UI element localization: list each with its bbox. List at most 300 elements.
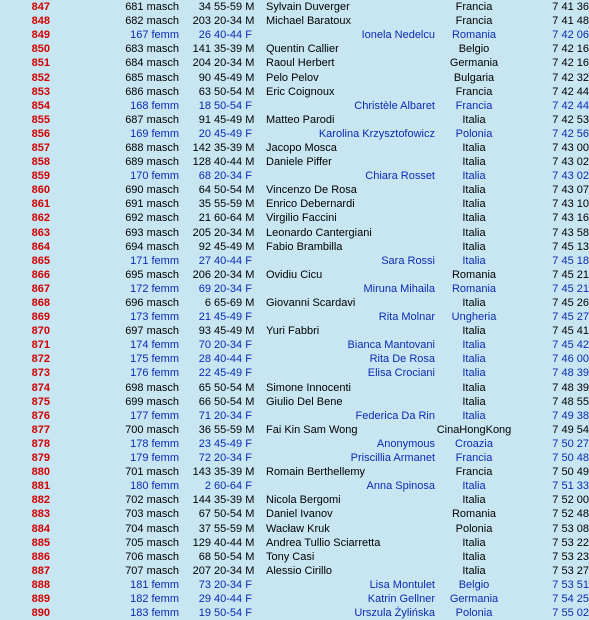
gender-rank-cell: 176 femm	[130, 367, 179, 380]
athlete-name-cell: Andrea Tullio Sciarretta	[266, 536, 381, 549]
time-cell: 7 45 18	[552, 254, 589, 267]
category-cell: 45-49 F	[214, 311, 252, 324]
category-rank-cell: 68	[198, 170, 211, 183]
category-cell: 35-39 M	[214, 43, 255, 56]
country-cell: Germania	[449, 57, 499, 70]
country-cell: Polonia	[455, 127, 493, 140]
time-cell: 7 42 16	[552, 43, 589, 56]
position-cell: 877	[31, 423, 50, 436]
category-rank-cell: 34	[198, 1, 211, 14]
position-cell: 879	[31, 452, 50, 465]
position-cell: 862	[31, 212, 50, 225]
time-cell: 7 43 16	[552, 212, 589, 225]
athlete-name-cell: Daniele Piffer	[266, 156, 332, 169]
position-cell: 887	[31, 564, 50, 577]
gender-rank-cell: 694 masch	[125, 240, 179, 253]
table-row	[0, 70, 589, 84]
gender-rank-cell: 684 masch	[125, 57, 179, 70]
time-cell: 7 48 39	[552, 367, 589, 380]
position-cell: 848	[31, 15, 50, 28]
table-row	[0, 324, 589, 338]
country-cell: Italia	[462, 480, 486, 493]
athlete-name-cell: Wacław Kruk	[266, 522, 330, 535]
gender-rank-cell: 183 femm	[130, 607, 179, 620]
category-rank-cell: 63	[198, 85, 211, 98]
table-row	[0, 338, 589, 352]
position-cell: 871	[31, 339, 50, 352]
time-cell: 7 42 44	[552, 99, 589, 112]
gender-rank-cell: 704 masch	[125, 522, 179, 535]
time-cell: 7 46 00	[552, 353, 589, 366]
category-rank-cell: 20	[198, 127, 211, 140]
position-cell: 855	[31, 113, 50, 126]
time-cell: 7 42 53	[552, 113, 589, 126]
category-cell: 45-49 F	[214, 437, 252, 450]
position-cell: 853	[31, 85, 50, 98]
table-row	[0, 451, 589, 465]
country-cell: Francia	[455, 1, 493, 14]
country-cell: Italia	[462, 409, 486, 422]
athlete-name-cell: Lisa Montulet	[369, 578, 435, 591]
gender-rank-cell: 698 masch	[125, 381, 179, 394]
category-cell: 45-49 F	[214, 367, 252, 380]
category-cell: 55-59 M	[214, 198, 255, 211]
athlete-name-cell: Fabio Brambilla	[266, 240, 343, 253]
category-rank-cell: 19	[198, 607, 211, 620]
position-cell: 863	[31, 226, 50, 239]
category-cell: 50-54 M	[214, 85, 255, 98]
category-cell: 35-39 M	[214, 466, 255, 479]
gender-rank-cell: 702 masch	[125, 494, 179, 507]
table-row	[0, 99, 589, 113]
country-cell: Italia	[462, 339, 486, 352]
position-cell: 866	[31, 268, 50, 281]
athlete-name-cell: Simone Innocenti	[266, 381, 351, 394]
position-cell: 888	[31, 578, 50, 591]
table-row	[0, 42, 589, 56]
time-cell: 7 51 33	[552, 480, 589, 493]
category-cell: 60-64 M	[214, 212, 255, 225]
country-cell: Italia	[462, 564, 486, 577]
category-rank-cell: 18	[198, 99, 211, 112]
table-row	[0, 564, 589, 578]
time-cell: 7 53 51	[552, 578, 589, 591]
time-cell: 7 43 07	[552, 184, 589, 197]
gender-rank-cell: 174 femm	[130, 339, 179, 352]
category-rank-cell: 207	[192, 564, 211, 577]
table-row	[0, 169, 589, 183]
category-rank-cell: 203	[192, 15, 211, 28]
category-cell: 35-39 M	[214, 494, 255, 507]
gender-rank-cell: 181 femm	[130, 578, 179, 591]
country-cell: CinaHongKong	[436, 423, 512, 436]
time-cell: 7 49 54	[552, 423, 589, 436]
position-cell: 849	[31, 29, 50, 42]
category-cell: 45-49 M	[214, 113, 255, 126]
position-cell: 864	[31, 240, 50, 253]
position-cell: 865	[31, 254, 50, 267]
table-row	[0, 254, 589, 268]
category-cell: 50-54 M	[214, 395, 255, 408]
position-cell: 851	[31, 57, 50, 70]
position-cell: 889	[31, 592, 50, 605]
category-cell: 20-34 M	[214, 57, 255, 70]
category-cell: 20-34 F	[214, 170, 252, 183]
time-cell: 7 50 48	[552, 452, 589, 465]
position-cell: 852	[31, 71, 50, 84]
time-cell: 7 52 48	[552, 508, 589, 521]
gender-rank-cell: 182 femm	[130, 592, 179, 605]
position-cell: 875	[31, 395, 50, 408]
category-cell: 20-34 M	[214, 564, 255, 577]
category-cell: 20-34 M	[214, 268, 255, 281]
position-cell: 880	[31, 466, 50, 479]
gender-rank-cell: 701 masch	[125, 466, 179, 479]
category-cell: 20-34 F	[214, 409, 252, 422]
athlete-name-cell: Matteo Parodi	[266, 113, 335, 126]
position-cell: 858	[31, 156, 50, 169]
category-rank-cell: 64	[198, 184, 211, 197]
athlete-name-cell: Virgilio Faccini	[266, 212, 337, 225]
athlete-name-cell: Daniel Ivanov	[266, 508, 333, 521]
time-cell: 7 43 02	[552, 170, 589, 183]
country-cell: Belgio	[458, 43, 490, 56]
category-cell: 35-39 M	[214, 141, 255, 154]
gender-rank-cell: 685 masch	[125, 71, 179, 84]
athlete-name-cell: Sylvain Duverger	[266, 1, 350, 14]
country-cell: Germania	[449, 592, 499, 605]
category-rank-cell: 142	[192, 141, 211, 154]
gender-rank-cell: 172 femm	[130, 282, 179, 295]
table-row	[0, 507, 589, 521]
table-row	[0, 127, 589, 141]
table-row	[0, 550, 589, 564]
country-cell: Italia	[462, 536, 486, 549]
athlete-name-cell: Christèle Albaret	[354, 99, 435, 112]
table-row	[0, 0, 589, 14]
gender-rank-cell: 178 femm	[130, 437, 179, 450]
category-cell: 50-54 M	[214, 550, 255, 563]
athlete-name-cell: Michael Baratoux	[266, 15, 351, 28]
time-cell: 7 45 42	[552, 339, 589, 352]
position-cell: 885	[31, 536, 50, 549]
time-cell: 7 50 49	[552, 466, 589, 479]
gender-rank-cell: 697 masch	[125, 325, 179, 338]
position-cell: 882	[31, 494, 50, 507]
category-rank-cell: 21	[198, 311, 211, 324]
country-cell: Ungheria	[451, 311, 497, 324]
gender-rank-cell: 175 femm	[130, 353, 179, 366]
position-cell: 884	[31, 522, 50, 535]
table-row	[0, 56, 589, 70]
category-cell: 20-34 M	[214, 226, 255, 239]
country-cell: Italia	[462, 212, 486, 225]
gender-rank-cell: 695 masch	[125, 268, 179, 281]
category-rank-cell: 92	[198, 240, 211, 253]
position-cell: 870	[31, 325, 50, 338]
gender-rank-cell: 170 femm	[130, 170, 179, 183]
time-cell: 7 54 25	[552, 592, 589, 605]
category-rank-cell: 66	[198, 395, 211, 408]
country-cell: Francia	[455, 99, 493, 112]
athlete-name-cell: Rita Molnar	[378, 311, 435, 324]
category-cell: 55-59 M	[214, 1, 255, 14]
time-cell: 7 43 02	[552, 156, 589, 169]
country-cell: Italia	[462, 184, 486, 197]
position-cell: 881	[31, 480, 50, 493]
time-cell: 7 52 00	[552, 494, 589, 507]
table-row	[0, 14, 589, 28]
time-cell: 7 53 22	[552, 536, 589, 549]
table-row	[0, 113, 589, 127]
gender-rank-cell: 693 masch	[125, 226, 179, 239]
table-row	[0, 85, 589, 99]
athlete-name-cell: Federica Da Rin	[355, 409, 435, 422]
position-cell: 861	[31, 198, 50, 211]
table-row	[0, 578, 589, 592]
position-cell: 857	[31, 141, 50, 154]
category-rank-cell: 72	[198, 452, 211, 465]
time-cell: 7 43 10	[552, 198, 589, 211]
category-cell: 20-34 F	[214, 578, 252, 591]
category-rank-cell: 67	[198, 508, 211, 521]
time-cell: 7 42 32	[552, 71, 589, 84]
table-row	[0, 240, 589, 254]
athlete-name-cell: Alessio Cirillo	[266, 564, 333, 577]
category-cell: 20-34 F	[214, 282, 252, 295]
athlete-name-cell: Pelo Pelov	[266, 71, 319, 84]
athlete-name-cell: Quentin Callier	[266, 43, 339, 56]
time-cell: 7 43 00	[552, 141, 589, 154]
country-cell: Croazia	[455, 437, 493, 450]
table-row	[0, 423, 589, 437]
category-rank-cell: 73	[198, 578, 211, 591]
table-row	[0, 395, 589, 409]
table-row	[0, 310, 589, 324]
athlete-name-cell: Anonymous	[376, 437, 435, 450]
athlete-name-cell: Bianca Mantovani	[347, 339, 435, 352]
category-rank-cell: 91	[198, 113, 211, 126]
gender-rank-cell: 692 masch	[125, 212, 179, 225]
country-cell: Italia	[462, 170, 486, 183]
category-rank-cell: 70	[198, 339, 211, 352]
athlete-name-cell: Priscillia Armanet	[350, 452, 435, 465]
gender-rank-cell: 691 masch	[125, 198, 179, 211]
gender-rank-cell: 688 masch	[125, 141, 179, 154]
category-cell: 50-54 F	[214, 99, 252, 112]
table-row	[0, 141, 589, 155]
category-rank-cell: 204	[192, 57, 211, 70]
category-rank-cell: 28	[198, 353, 211, 366]
athlete-name-cell: Chiara Rosset	[365, 170, 435, 183]
table-row	[0, 211, 589, 225]
athlete-name-cell: Rita De Rosa	[369, 353, 435, 366]
category-rank-cell: 69	[198, 282, 211, 295]
gender-rank-cell: 707 masch	[125, 564, 179, 577]
time-cell: 7 53 08	[552, 522, 589, 535]
category-rank-cell: 2	[204, 480, 211, 493]
table-row	[0, 409, 589, 423]
gender-rank-cell: 687 masch	[125, 113, 179, 126]
position-cell: 847	[31, 1, 50, 14]
category-rank-cell: 23	[198, 437, 211, 450]
category-cell: 50-54 M	[214, 508, 255, 521]
time-cell: 7 42 16	[552, 57, 589, 70]
position-cell: 883	[31, 508, 50, 521]
position-cell: 874	[31, 381, 50, 394]
category-cell: 20-34 M	[214, 15, 255, 28]
country-cell: Italia	[462, 494, 486, 507]
category-cell: 45-49 M	[214, 325, 255, 338]
position-cell: 873	[31, 367, 50, 380]
gender-rank-cell: 703 masch	[125, 508, 179, 521]
country-cell: Italia	[462, 240, 486, 253]
category-cell: 20-34 F	[214, 339, 252, 352]
time-cell: 7 48 39	[552, 381, 589, 394]
time-cell: 7 45 21	[552, 282, 589, 295]
table-row	[0, 197, 589, 211]
category-rank-cell: 37	[198, 522, 211, 535]
table-row	[0, 296, 589, 310]
category-rank-cell: 21	[198, 212, 211, 225]
country-cell: Romania	[451, 29, 497, 42]
category-rank-cell: 128	[192, 156, 211, 169]
position-cell: 872	[31, 353, 50, 366]
country-cell: Francia	[455, 85, 493, 98]
table-row	[0, 536, 589, 550]
time-cell: 7 43 58	[552, 226, 589, 239]
category-rank-cell: 6	[204, 297, 211, 310]
table-row	[0, 381, 589, 395]
position-cell: 867	[31, 282, 50, 295]
country-cell: Italia	[462, 113, 486, 126]
position-cell: 859	[31, 170, 50, 183]
country-cell: Italia	[462, 156, 486, 169]
gender-rank-cell: 681 masch	[125, 1, 179, 14]
country-cell: Polonia	[455, 607, 493, 620]
position-cell: 860	[31, 184, 50, 197]
position-cell: 868	[31, 297, 50, 310]
time-cell: 7 53 27	[552, 564, 589, 577]
country-cell: Italia	[462, 325, 486, 338]
position-cell: 878	[31, 437, 50, 450]
time-cell: 7 45 21	[552, 268, 589, 281]
gender-rank-cell: 706 masch	[125, 550, 179, 563]
gender-rank-cell: 167 femm	[130, 29, 179, 42]
category-cell: 50-54 M	[214, 184, 255, 197]
athlete-name-cell: Sara Rossi	[381, 254, 435, 267]
table-row	[0, 606, 589, 620]
category-rank-cell: 26	[198, 29, 211, 42]
category-cell: 45-49 M	[214, 71, 255, 84]
time-cell: 7 55 02	[552, 607, 589, 620]
category-cell: 50-54 F	[214, 607, 252, 620]
country-cell: Polonia	[455, 522, 493, 535]
category-cell: 20-34 F	[214, 452, 252, 465]
category-rank-cell: 144	[192, 494, 211, 507]
category-rank-cell: 29	[198, 592, 211, 605]
time-cell: 7 45 41	[552, 325, 589, 338]
table-row	[0, 282, 589, 296]
category-cell: 40-44 F	[214, 353, 252, 366]
gender-rank-cell: 690 masch	[125, 184, 179, 197]
country-cell: Italia	[462, 381, 486, 394]
category-rank-cell: 93	[198, 325, 211, 338]
gender-rank-cell: 171 femm	[130, 254, 179, 267]
table-row	[0, 226, 589, 240]
time-cell: 7 49 38	[552, 409, 589, 422]
table-row	[0, 268, 589, 282]
category-cell: 60-64 F	[214, 480, 252, 493]
country-cell: Romania	[451, 508, 497, 521]
table-row	[0, 437, 589, 451]
gender-rank-cell: 177 femm	[130, 409, 179, 422]
position-cell: 869	[31, 311, 50, 324]
country-cell: Francia	[455, 452, 493, 465]
category-rank-cell: 206	[192, 268, 211, 281]
category-cell: 40-44 M	[214, 156, 255, 169]
category-cell: 65-69 M	[214, 297, 255, 310]
table-row	[0, 155, 589, 169]
athlete-name-cell: Yuri Fabbri	[266, 325, 320, 338]
gender-rank-cell: 168 femm	[130, 99, 179, 112]
country-cell: Francia	[455, 466, 493, 479]
country-cell: Bulgaria	[453, 71, 495, 84]
time-cell: 7 42 56	[552, 127, 589, 140]
category-rank-cell: 143	[192, 466, 211, 479]
time-cell: 7 45 26	[552, 297, 589, 310]
athlete-name-cell: Leonardo Cantergiani	[266, 226, 372, 239]
table-row	[0, 366, 589, 380]
category-cell: 40-44 M	[214, 536, 255, 549]
table-row	[0, 28, 589, 42]
athlete-name-cell: Elisa Crociani	[367, 367, 435, 380]
category-rank-cell: 35	[198, 198, 211, 211]
category-cell: 40-44 F	[214, 592, 252, 605]
table-row	[0, 592, 589, 606]
category-cell: 50-54 M	[214, 381, 255, 394]
table-row	[0, 352, 589, 366]
country-cell: Italia	[462, 353, 486, 366]
country-cell: Italia	[462, 254, 486, 267]
country-cell: Italia	[462, 226, 486, 239]
country-cell: Italia	[462, 367, 486, 380]
category-cell: 40-44 F	[214, 29, 252, 42]
athlete-name-cell: Tony Casi	[266, 550, 315, 563]
country-cell: Italia	[462, 395, 486, 408]
position-cell: 876	[31, 409, 50, 422]
time-cell: 7 50 27	[552, 437, 589, 450]
gender-rank-cell: 705 masch	[125, 536, 179, 549]
table-row	[0, 493, 589, 507]
athlete-name-cell: Karolina Krzysztofowicz	[318, 127, 435, 140]
gender-rank-cell: 180 femm	[130, 480, 179, 493]
athlete-name-cell: Urszula Żylińska	[354, 607, 435, 620]
category-rank-cell: 22	[198, 367, 211, 380]
table-row	[0, 465, 589, 479]
time-cell: 7 41 36	[552, 1, 589, 14]
time-cell: 7 53 23	[552, 550, 589, 563]
athlete-name-cell: Ovidiu Cicu	[266, 268, 323, 281]
time-cell: 7 41 48	[552, 15, 589, 28]
time-cell: 7 45 27	[552, 311, 589, 324]
position-cell: 850	[31, 43, 50, 56]
gender-rank-cell: 682 masch	[125, 15, 179, 28]
gender-rank-cell: 700 masch	[125, 423, 179, 436]
gender-rank-cell: 179 femm	[130, 452, 179, 465]
category-cell: 40-44 F	[214, 254, 252, 267]
athlete-name-cell: Nicola Bergomi	[266, 494, 341, 507]
